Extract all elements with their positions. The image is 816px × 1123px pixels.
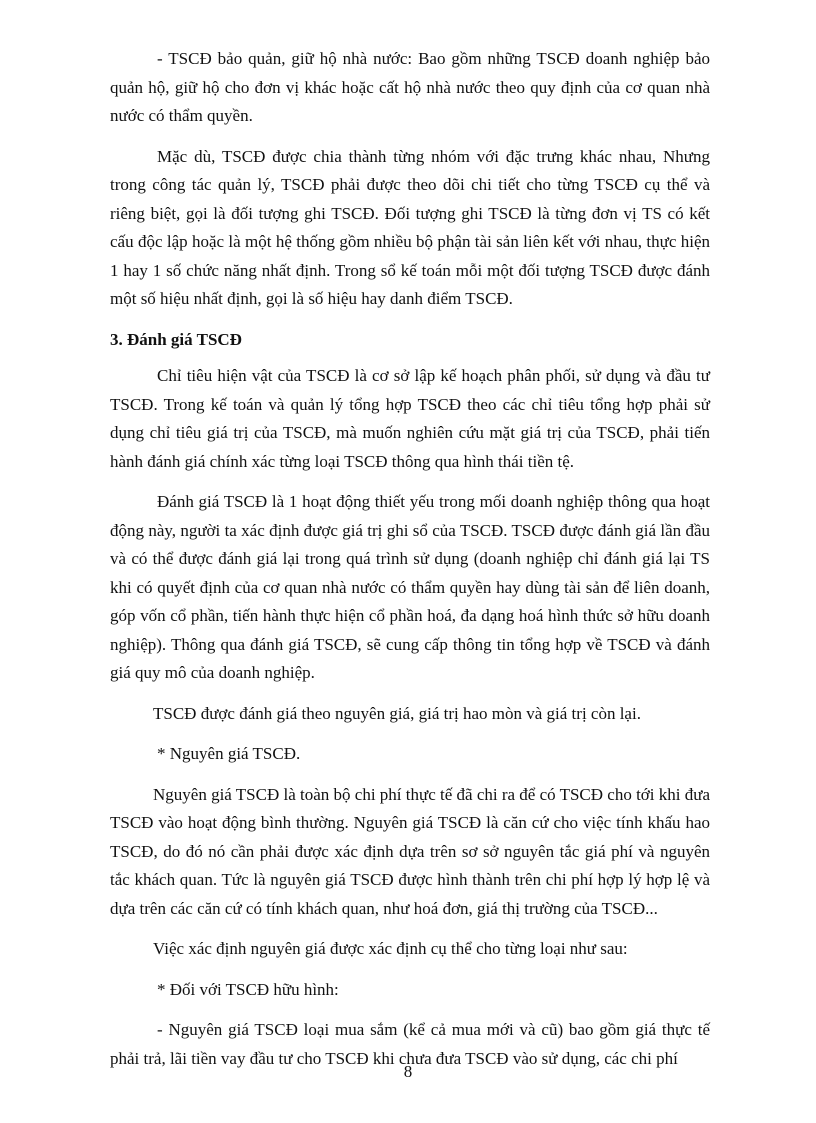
paragraph-original-cost-heading: * Nguyên giá TSCĐ.: [157, 744, 301, 763]
paragraph-determination-intro: Việc xác định nguyên giá được xác định cụ thể cho từng loại như sau:: [153, 939, 628, 958]
document-page: [110, 45, 710, 1085]
paragraph-valuation-bases: TSCĐ được đánh giá theo nguyên giá, giá trị hao mòn và giá trị còn lại.: [153, 703, 641, 723]
paragraph-original-cost-definition: Nguyên giá TSCĐ là toàn bộ chi phí thực tế đã chi ra để có TSCĐ cho tới khi đưa TSCĐ vào hoạt động bình thường. Nguyên giá TSCĐ là căn cứ cho việc tính khấu hao TSCĐ, do đó nó cần phải được xác định dựa trên sơ sở nguyên tắc giá phí và nguyên tắc khách quan. Tức là nguyên giá TSCĐ được hình thành trên chi phí hợp lý hợp lệ và dựa trên các căn cứ có tính khách quan, như hoá đơn, giá thị trường của TSCĐ...: [110, 784, 710, 918]
paragraph-safekeeping-assets: - TSCĐ bảo quản, giữ hộ nhà nước: Bao gồm những TSCĐ doanh nghiệp bảo quản hộ, giữ hộ cho đơn vị khác hoặc cất hộ nhà nước theo quy định của cơ quan nhà nước có thẩm quyền.: [110, 49, 710, 125]
paragraph-purchased-assets: - Nguyên giá TSCĐ loại mua sắm (kể cả mua mới và cũ) bao gồm giá thực tế phải trả, lãi tiền vay đầu tư cho TSCĐ khi chưa đưa TSCĐ vào sử dụng, các chi phí: [110, 1020, 710, 1068]
paragraph-tangible-assets: * Đối với TSCĐ hữu hình:: [157, 979, 339, 999]
paragraph-valuation-activity: Đánh giá TSCĐ là 1 hoạt động thiết yếu trong mối doanh nghiệp thông qua hoạt động này, người ta xác định được giá trị ghi sổ của TSCĐ. TSCĐ được đánh giá lần đầu và có thể được đánh giá lại trong quá trình sử dụng (doanh nghiệp chỉ đánh giá lại TS khi có quyết định của cơ quan nhà nước có thẩm quyền hay dùng tài sản để liên doanh, góp vốn cổ phần, tiến hành thực hiện cổ phần hoá, đa dạng hoá hình thức sở hữu doanh nghiệp). Thông qua đánh giá TSCĐ, sẽ cung cấp thông tin tổng hợp về TSCĐ và đánh giá quy mô của doanh nghiệp.: [110, 492, 710, 682]
section-heading: 3. Đánh giá TSCĐ: [110, 329, 242, 349]
page-number: 8: [403, 1062, 413, 1081]
paragraph-physical-indicators: Chỉ tiêu hiện vật của TSCĐ là cơ sở lập kế hoạch phân phối, sử dụng và đầu tư TSCĐ. Trong kế toán và quản lý tổng hợp TSCĐ theo các chỉ tiêu tổng hợp phải sử dụng chỉ tiêu giá trị của TSCĐ, mà muốn nghiên cứu mặt giá trị của TSCĐ, phải tiến hành đánh giá chính xác từng loại TSCĐ thông qua hình thái tiền tệ.: [110, 366, 710, 471]
paragraph-asset-tracking: Mặc dù, TSCĐ được chia thành từng nhóm với đặc trưng khác nhau, Nhưng trong công tác quản lý, TSCĐ phải được theo dõi chi tiết cho từng TSCĐ cụ thể và riêng biệt, gọi là đối tượng ghi TSCĐ. Đối tượng ghi TSCĐ là từng đơn vị TS có kết cấu độc lập hoặc là một hệ thống gồm nhiều bộ phận tài sản liên kết với nhau, thực hiện 1 hay 1 số chức năng nhất định. Trong sổ kế toán mỗi một đối tượng TSCĐ được đánh một số hiệu nhất định, gọi là số hiệu hay danh điểm TSCĐ.: [110, 146, 710, 308]
